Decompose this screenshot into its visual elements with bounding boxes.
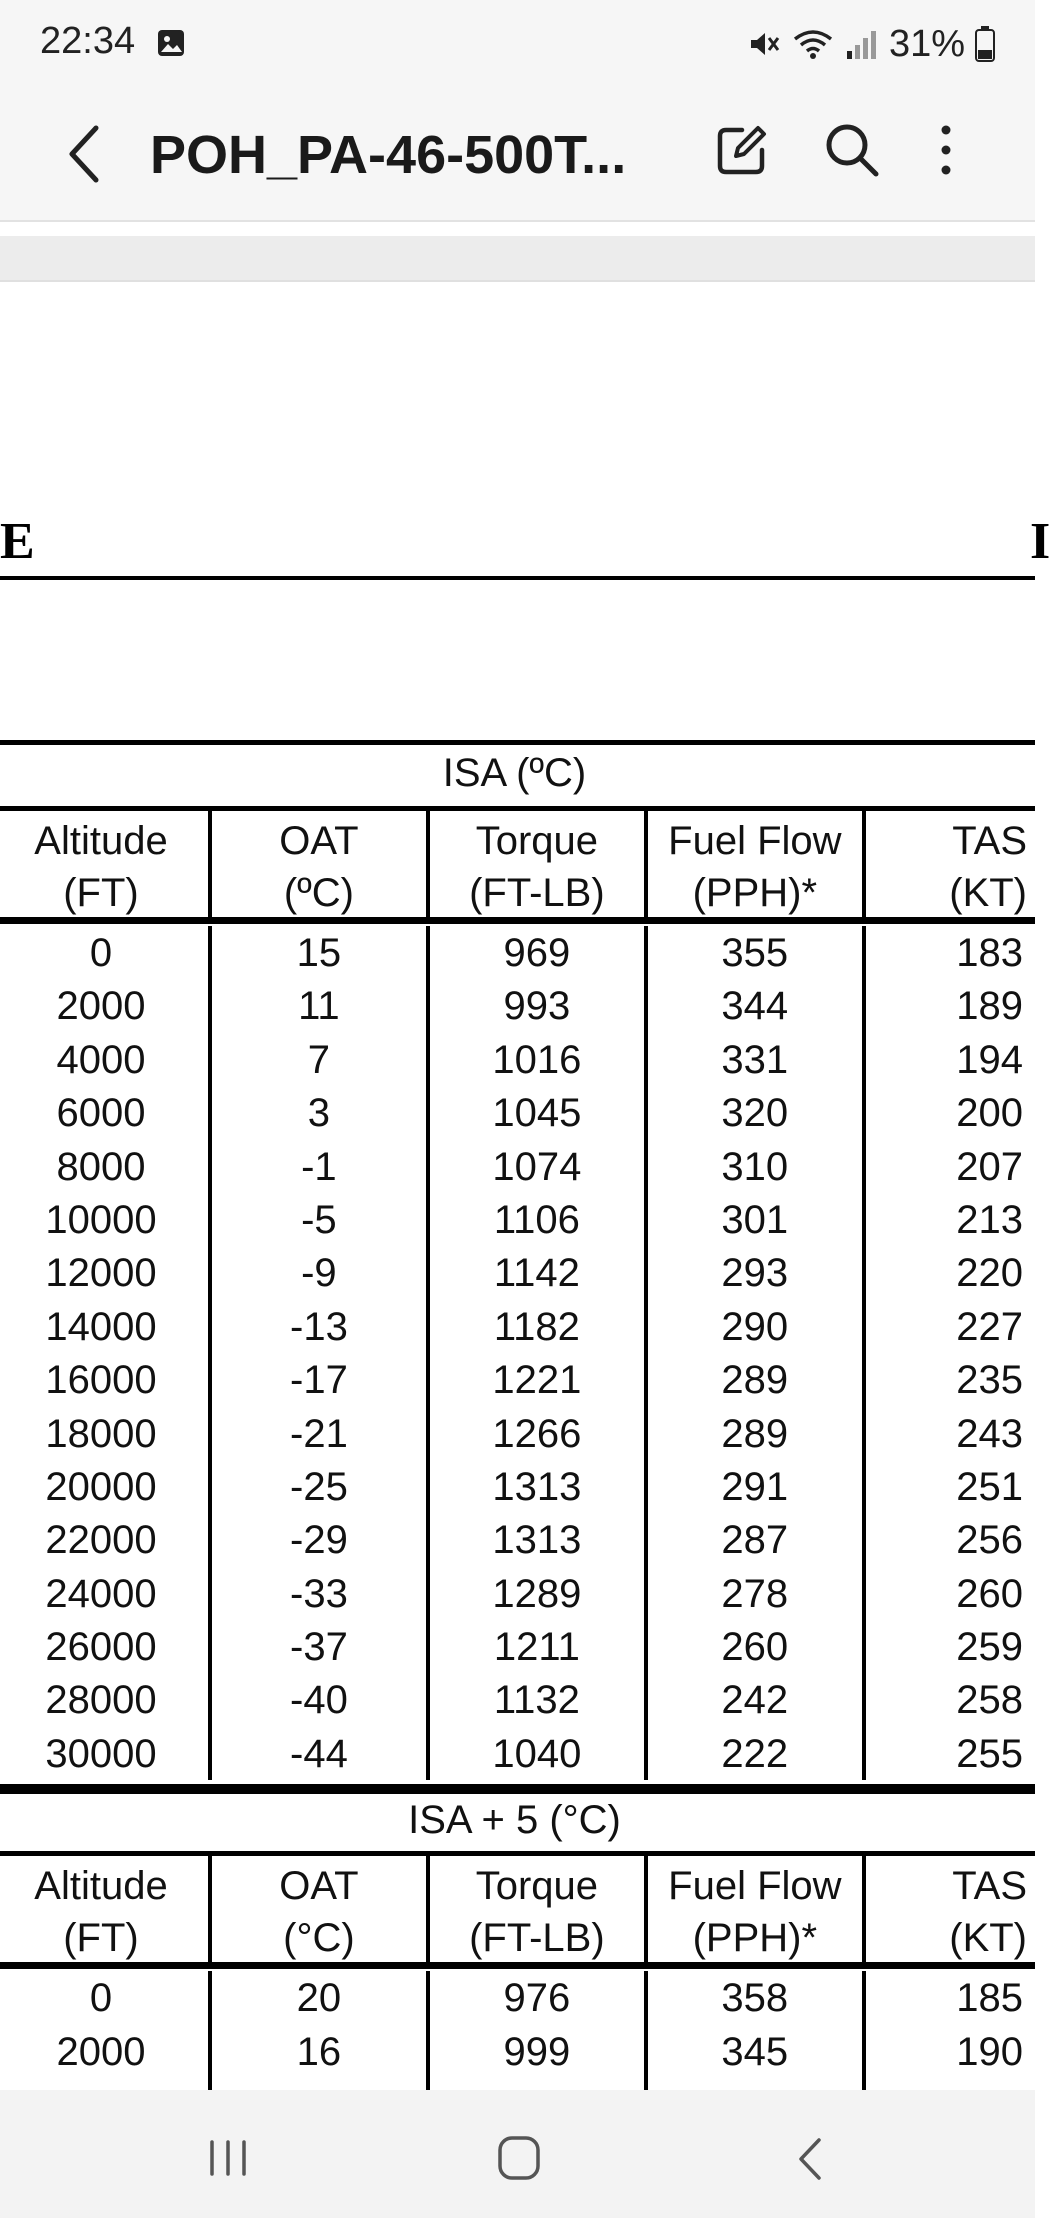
table-cell: 227 [956, 1304, 1023, 1349]
table-cell: 290 [648, 1300, 866, 1353]
table-row [0, 1140, 1035, 1193]
table-row [0, 1620, 1035, 1673]
table-cell: 235 [956, 1358, 1023, 1403]
table-cell: 976 [430, 1971, 648, 2024]
table-cell: 358 [648, 1971, 866, 2024]
table-cell: 1289 [430, 1567, 648, 1620]
column-header-name: TAS [952, 819, 1028, 863]
table-cell: 30000 [0, 1727, 212, 1780]
table-cell: -44 [212, 1727, 430, 1780]
column-header-unit: (FT-LB) [469, 1916, 605, 1961]
table-cell: 320 [648, 1086, 866, 1139]
status-icons [747, 20, 995, 68]
column-header-unit: (°C) [283, 1916, 355, 1961]
table-cell: 1266 [430, 1407, 648, 1460]
column-header [212, 1856, 430, 1962]
battery-percent: 31% [888, 22, 965, 65]
section-divider [0, 576, 1035, 580]
column-header-unit: (FT) [63, 871, 139, 915]
table-row [0, 1300, 1035, 1353]
table-cell: 287 [648, 1513, 866, 1566]
table-row [0, 926, 1035, 979]
table-row [0, 1086, 1035, 1139]
signal-icon [845, 27, 879, 61]
column-header-name: Torque [475, 1864, 599, 1909]
column-header [430, 1856, 648, 1962]
table-cell: 1221 [430, 1353, 648, 1406]
column-header-name: OAT [279, 1864, 359, 1909]
table-row [0, 1567, 1035, 1620]
table-cell: 2000 [0, 2025, 212, 2078]
column-header-unit: (KT) [949, 871, 1028, 915]
table-cell: 185 [956, 1976, 1023, 2021]
section-heading-fragment-right: I [1030, 513, 1050, 570]
section-heading-fragment: E [0, 513, 35, 570]
table-cell: 242 [648, 1673, 866, 1726]
table-cell: 256 [956, 1518, 1023, 1563]
column-header [212, 811, 430, 917]
table-cell: 222 [648, 1727, 866, 1780]
search-icon[interactable] [820, 118, 884, 182]
table-row [0, 979, 1035, 1032]
table-cell: 1313 [430, 1460, 648, 1513]
table-cell: -17 [212, 1353, 430, 1406]
table-cell: 14000 [0, 1300, 212, 1353]
table-cell: 0 [0, 926, 212, 979]
document-page[interactable] [0, 282, 1050, 2090]
table-cell: 8000 [0, 1140, 212, 1193]
table-row [0, 1193, 1035, 1246]
column-header [866, 1856, 1035, 1962]
toolbar-strip [0, 236, 1035, 282]
table-cell: -37 [212, 1620, 430, 1673]
header-row [0, 806, 1035, 924]
table-cell: 2000 [0, 979, 212, 1032]
column-header [648, 811, 866, 917]
table-row [0, 1513, 1035, 1566]
column-header-name: OAT [279, 819, 359, 863]
table-cell: 291 [648, 1460, 866, 1513]
app-bar [0, 90, 1035, 222]
table-cell: -40 [212, 1673, 430, 1726]
column-header-unit: (PPH)* [692, 1916, 818, 1961]
back-arrow-icon[interactable] [58, 118, 114, 190]
table-cell: 1045 [430, 1086, 648, 1139]
column-header-name: TAS [952, 1864, 1028, 1909]
table-cell: 259 [956, 1625, 1023, 1670]
table-cell: 1016 [430, 1033, 648, 1086]
table-row [0, 1033, 1035, 1086]
table-cell: 999 [430, 2025, 648, 2078]
table-cell: 20000 [0, 1460, 212, 1513]
table-cell: 255 [956, 1731, 1023, 1776]
column-header-unit: (ºC) [283, 871, 354, 915]
table-cell: 278 [648, 1567, 866, 1620]
table-band [0, 740, 1035, 1789]
table-cell: 993 [430, 979, 648, 1032]
table-cell: 12000 [0, 1246, 212, 1299]
table-cell: 310 [648, 1140, 866, 1193]
table-band [0, 1789, 1035, 2140]
column-header-name: Torque [475, 819, 599, 863]
table-cell: 1132 [430, 1673, 648, 1726]
table-cell: 251 [956, 1464, 1023, 1509]
table-row [0, 1971, 1035, 2024]
band-title: ISA + 5 (°C) [0, 1789, 1035, 1851]
table-cell: 16000 [0, 1353, 212, 1406]
table-cell: 1040 [430, 1727, 648, 1780]
table-cell: 207 [956, 1144, 1023, 1189]
table-cell: 1074 [430, 1140, 648, 1193]
table-cell: -25 [212, 1460, 430, 1513]
table-cell: 22000 [0, 1513, 212, 1566]
table-cell: -29 [212, 1513, 430, 1566]
table-cell: 301 [648, 1193, 866, 1246]
table-cell: 345 [648, 2025, 866, 2078]
table-cell: 331 [648, 1033, 866, 1086]
table-cell: 200 [956, 1091, 1023, 1136]
home-icon[interactable] [497, 2135, 541, 2181]
column-header [648, 1856, 866, 1962]
table-cell: 293 [648, 1246, 866, 1299]
column-header-unit: (FT) [63, 1916, 139, 1961]
status-bar [0, 0, 1035, 90]
table-cell: 3 [212, 1086, 430, 1139]
table-cell: 220 [956, 1251, 1023, 1296]
table-cell: 15 [212, 926, 430, 979]
table-cell: 6000 [0, 1086, 212, 1139]
table-cell: -5 [212, 1193, 430, 1246]
column-header-name: Fuel Flow [668, 1864, 842, 1909]
table-cell: 258 [956, 1678, 1023, 1723]
table-cell: 260 [956, 1571, 1023, 1616]
table-body [0, 924, 1035, 1789]
table-row [0, 1353, 1035, 1406]
table-cell: 0 [0, 1971, 212, 2024]
table-cell: 355 [648, 926, 866, 979]
mute-icon [747, 27, 781, 61]
navigation-bar [0, 2090, 1035, 2218]
table-cell: 24000 [0, 1567, 212, 1620]
column-header [866, 811, 1035, 917]
table-cell: -13 [212, 1300, 430, 1353]
table-cell: 11 [212, 979, 430, 1032]
status-time: 22:34 [40, 20, 136, 62]
wifi-icon [791, 27, 835, 61]
column-header [0, 1856, 212, 1962]
table-cell: 213 [956, 1197, 1023, 1242]
header-row [0, 1851, 1035, 1969]
column-header [430, 811, 648, 917]
table-cell: 189 [956, 984, 1023, 1029]
table-row [0, 1246, 1035, 1299]
more-vert-icon[interactable] [924, 118, 968, 182]
table-cell: 7 [212, 1033, 430, 1086]
table-cell: -1 [212, 1140, 430, 1193]
table-cell: 16 [212, 2025, 430, 2078]
table-cell: 10000 [0, 1193, 212, 1246]
table-cell: 1106 [430, 1193, 648, 1246]
column-header-name: Altitude [34, 1864, 168, 1909]
band-title: ISA (ºC) [0, 740, 1035, 806]
table-cell: -33 [212, 1567, 430, 1620]
column-header [0, 811, 212, 917]
table-row [0, 1727, 1035, 1780]
column-header-unit: (KT) [949, 1916, 1028, 1961]
edit-icon[interactable] [712, 120, 772, 180]
table-cell: 1182 [430, 1300, 648, 1353]
recents-icon[interactable] [206, 2138, 250, 2178]
table-cell: 4000 [0, 1033, 212, 1086]
cruise-performance-table [0, 740, 1035, 2140]
table-cell: 289 [648, 1407, 866, 1460]
table-cell: 289 [648, 1353, 866, 1406]
table-cell: 1211 [430, 1620, 648, 1673]
table-row [0, 1407, 1035, 1460]
document-title: POH_PA-46-500T... [150, 125, 627, 185]
column-header-unit: (PPH)* [692, 871, 818, 915]
table-cell: 20 [212, 1971, 430, 2024]
table-cell: 260 [648, 1620, 866, 1673]
table-cell: 18000 [0, 1407, 212, 1460]
table-cell: 1142 [430, 1246, 648, 1299]
battery-icon [975, 26, 995, 62]
table-cell: 183 [956, 931, 1023, 975]
column-header-unit: (FT-LB) [469, 871, 605, 915]
table-row [0, 1460, 1035, 1513]
table-cell: 194 [956, 1037, 1023, 1082]
table-cell: 243 [956, 1411, 1023, 1456]
back-icon[interactable] [795, 2136, 825, 2182]
table-cell: 190 [956, 2029, 1023, 2074]
table-cell: 1313 [430, 1513, 648, 1566]
gallery-icon [156, 28, 186, 58]
table-cell: 28000 [0, 1673, 212, 1726]
table-cell: 969 [430, 926, 648, 979]
column-header-name: Fuel Flow [668, 819, 842, 863]
table-cell: -21 [212, 1407, 430, 1460]
column-header-name: Altitude [34, 819, 168, 863]
table-cell: 26000 [0, 1620, 212, 1673]
table-cell: -9 [212, 1246, 430, 1299]
table-cell: 344 [648, 979, 866, 1032]
table-row [0, 2025, 1035, 2078]
table-row [0, 1673, 1035, 1726]
